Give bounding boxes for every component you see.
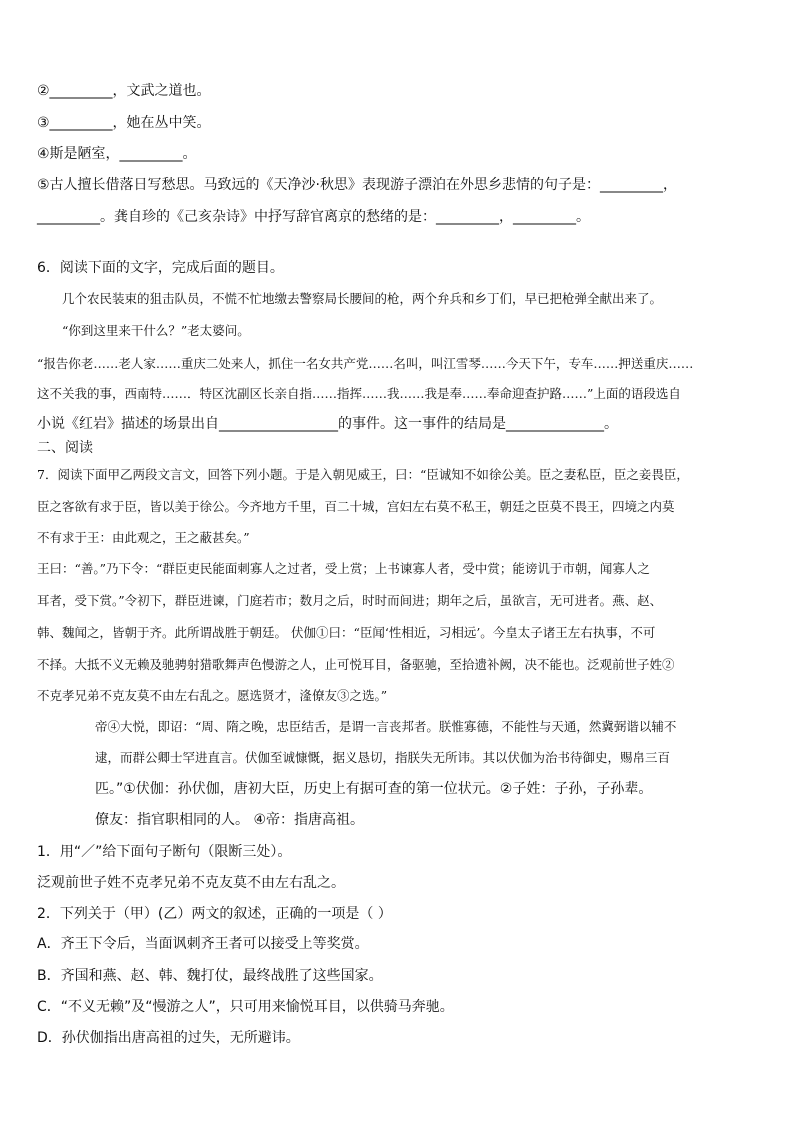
q7-passage-line: 臣之客欲有求于臣，皆以美于徐公。今齐地方千里，百二十城，宫妇左右莫不私王，朝廷之臣莫不畏王，四境之内莫 bbox=[37, 499, 675, 514]
q7-passage-indented-line: 帝④大悦，即诏：“周、隋之晚，忠臣结舌，是谓一言丧邦者。朕惟寡德，不能性与天通，然冀弼谐以辅不 bbox=[95, 719, 677, 734]
q7-passage-line: 不择。大抵不义无赖及驰骋射猎歌舞声色慢游之人，止可悦耳目，备驱驰，至拾遗补阙，决不能也。泛观前世子姓② bbox=[37, 657, 675, 672]
q6-passage-line: 这不关我的事，西南特……．特区沈副区长亲自指……指挥……我……我是奉……奉命迎查护路……”上面的语段选自 bbox=[37, 386, 681, 401]
q6-passage-line: “你到这里来干什么？”老太婆问。 bbox=[62, 323, 250, 338]
option-d: D．孙伏伽指出唐高祖的过失，无所避讳。 bbox=[37, 1030, 300, 1046]
fill-in-item-5: ⑤古人擅长借落日写愁思。马致远的《天净沙·秋思》表现游子漂泊在外思乡悲情的句子是：_________， bbox=[37, 177, 677, 193]
question-1-prompt: 1．用“／”给下面句子断句（限断三处）。 bbox=[37, 844, 292, 860]
q7-passage-indented-line: 逮，而群公卿士罕进直言。伏伽至诚慷慨，据义恳切，指朕失无所讳。其以伏伽为治书待御史，赐帛三百 bbox=[95, 750, 671, 765]
q6-passage-line: “报告你老……老人家……重庆二处来人，抓住一名女共产党……名叫，叫江雪琴……今天下午，专车……押送重庆…… bbox=[37, 356, 694, 371]
fill-in-item-3: ③_________，她在丛中笑。 bbox=[37, 115, 211, 131]
option-a: A．齐王下令后，当面讽刺齐王者可以接受上等奖赏。 bbox=[37, 936, 369, 952]
q6-question: 小说《红岩》描述的场景出自_________________的事件。这一事件的结局是______________。 bbox=[37, 416, 618, 432]
q7-passage-line: 韩、魏闻之，皆朝于齐。此所谓战胜于朝廷。 伏伽①曰：“臣闻‘性相近，习相远’。今皇太子诸王左右执事，不可 bbox=[37, 625, 656, 640]
option-b: B．齐国和燕、赵、韩、魏打仗，最终战胜了这些国家。 bbox=[37, 968, 383, 984]
q7-passage-line: 不有求于王：由此观之，王之蔽甚矣。” bbox=[37, 530, 250, 545]
fill-in-item-4: ④斯是陋室，_________。 bbox=[37, 146, 197, 162]
q7-passage-line: 不克孝兄弟不克友莫不由左右乱之。愿选贤才，湰僚友③之选。” bbox=[37, 688, 388, 703]
fill-in-item-5-continued: _________。龚自珍的《己亥杂诗》中抒写辞官离京的愁绪的是：_________，_________。 bbox=[37, 209, 590, 225]
q7-passage-line: 耳者，受下赏。”令初下，群臣进谏，门庭若市；数月之后，时时而间进；期年之后，虽欲言，无可进者。燕、赵、 bbox=[37, 593, 663, 608]
q7-footnote-line: 匹。”①伏伽：孙伏伽，唐初大臣，历史上有据可查的第一位状元。②子姓：子孙，子孙辈。 bbox=[95, 781, 653, 797]
option-c: C．“不义无赖”及“慢游之人”，只可用来愉悦耳目，以供骑马奔驰。 bbox=[37, 999, 454, 1015]
question-2-prompt: 2．下列关于（甲）(乙）两文的叙述，正确的一项是（ ） bbox=[37, 906, 392, 922]
fill-in-item-2: ②_________，文武之道也。 bbox=[37, 83, 211, 99]
q6-passage-line: 几个农民装束的狙击队员，不慌不忙地缴去警察局长腰间的枪，两个弁兵和乡丁们，早已把枪弹全献出来了。 bbox=[62, 291, 663, 306]
q7-footnote-line: 僚友：指官职相同的人。 ④帝：指唐高祖。 bbox=[95, 812, 364, 828]
q6-title: 6．阅读下面的文字，完成后面的题目。 bbox=[37, 260, 284, 276]
question-1-sentence: 泛观前世子姓不克孝兄弟不克友莫不由左右乱之。 bbox=[37, 875, 345, 891]
q7-passage-line: 王曰：“善。”乃下令：“群臣吏民能面刺寡人之过者，受上赏；上书谏寡人者，受中赏；能谤讥于市朝，闻寡人之 bbox=[37, 561, 650, 576]
q7-passage-line: 7．阅读下面甲乙两段文言文，回答下列小题。于是入朝见威王，曰：“臣诚知不如徐公美。臣之妻私臣，臣之妾畏臣， bbox=[37, 467, 689, 482]
section-heading: 二、阅读 bbox=[37, 440, 93, 456]
